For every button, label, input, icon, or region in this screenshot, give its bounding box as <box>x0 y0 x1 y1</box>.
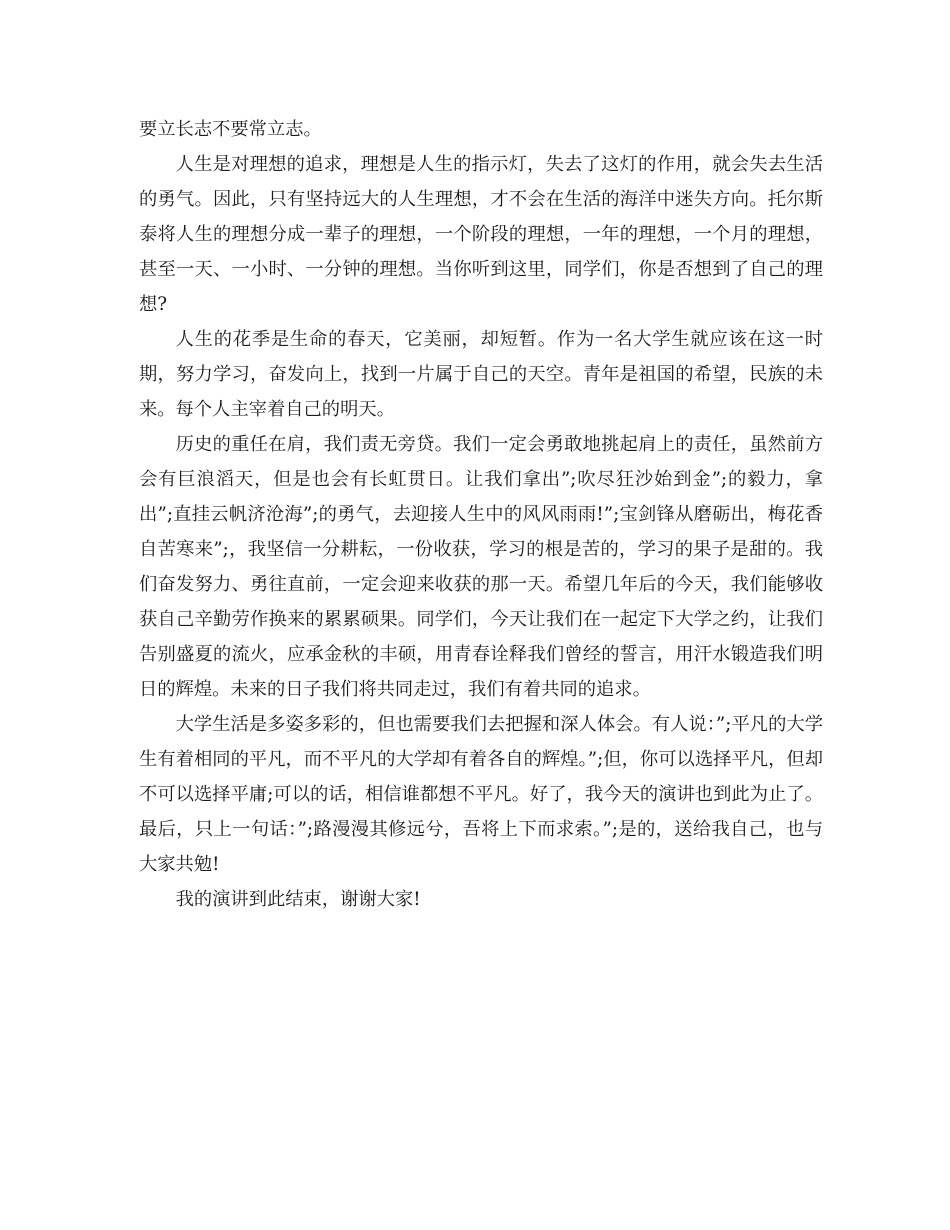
paragraph-responsibility: 历史的重任在肩，我们责无旁贷。我们一定会勇敢地挑起肩上的责任，虽然前方会有巨浪滔天，但是也会有长虹贯日。让我们拿出”;吹尽狂沙始到金”;的毅力，拿出”;直挂云帆济沧海”;的勇气，去迎接人生中的风风雨雨!”;宝剑锋从磨砺出，梅花香自苦寒来”;，我坚信一分耕耘，一份收获，学习的根是苦的，学习的果子是甜的。我们奋发努力、勇往直前，一定会迎来收获的那一天。希望几年后的今天，我们能够收获自己辛勤劳作换来的累累硕果。同学们，今天让我们在一起定下大学之约，让我们告别盛夏的流火，应承金秋的丰硕，用青春诠释我们曾经的誓言，用汗水锻造我们明日的辉煌。未来的日子我们将共同走过，我们有着共同的追求。 <box>139 434 823 700</box>
paragraph-youth: 人生的花季是生命的春天，它美丽，却短暂。作为一名大学生就应该在这一时期，努力学习，奋发向上，找到一片属于自己的天空。青年是祖国的希望，民族的未来。每个人主宰着自己的明天。 <box>139 329 823 420</box>
paragraph-ideals: 人生是对理想的追求，理想是人生的指示灯，失去了这灯的作用，就会失去生活的勇气。因此，只有坚持远大的人生理想，才不会在生活的海洋中迷失方向。托尔斯泰将人生的理想分成一辈子的理想，一个阶段的理想，一年的理想，一个月的理想，甚至一天、一小时、一分钟的理想。当你听到这里，同学们，你是否想到了自己的理想? <box>139 154 823 315</box>
paragraph-college-life: 大学生活是多姿多彩的，但也需要我们去把握和深人体会。有人说：”;平凡的大学生有着相同的平凡，而不平凡的大学却有着各自的辉煌。”;但，你可以选择平凡，但却不可以选择平庸;可以的话，相信谁都想不平凡。好了，我今天的演讲也到此为止了。最后，只上一句话：”;路漫漫其修远兮，吾将上下而求索。”;是的，送给我自己，也与大家共勉! <box>139 714 823 875</box>
paragraph-continuation: 要立长志不要常立志。 <box>139 119 322 140</box>
paragraph-closing: 我的演讲到此结束，谢谢大家! <box>175 889 421 910</box>
document-body <box>139 112 823 917</box>
